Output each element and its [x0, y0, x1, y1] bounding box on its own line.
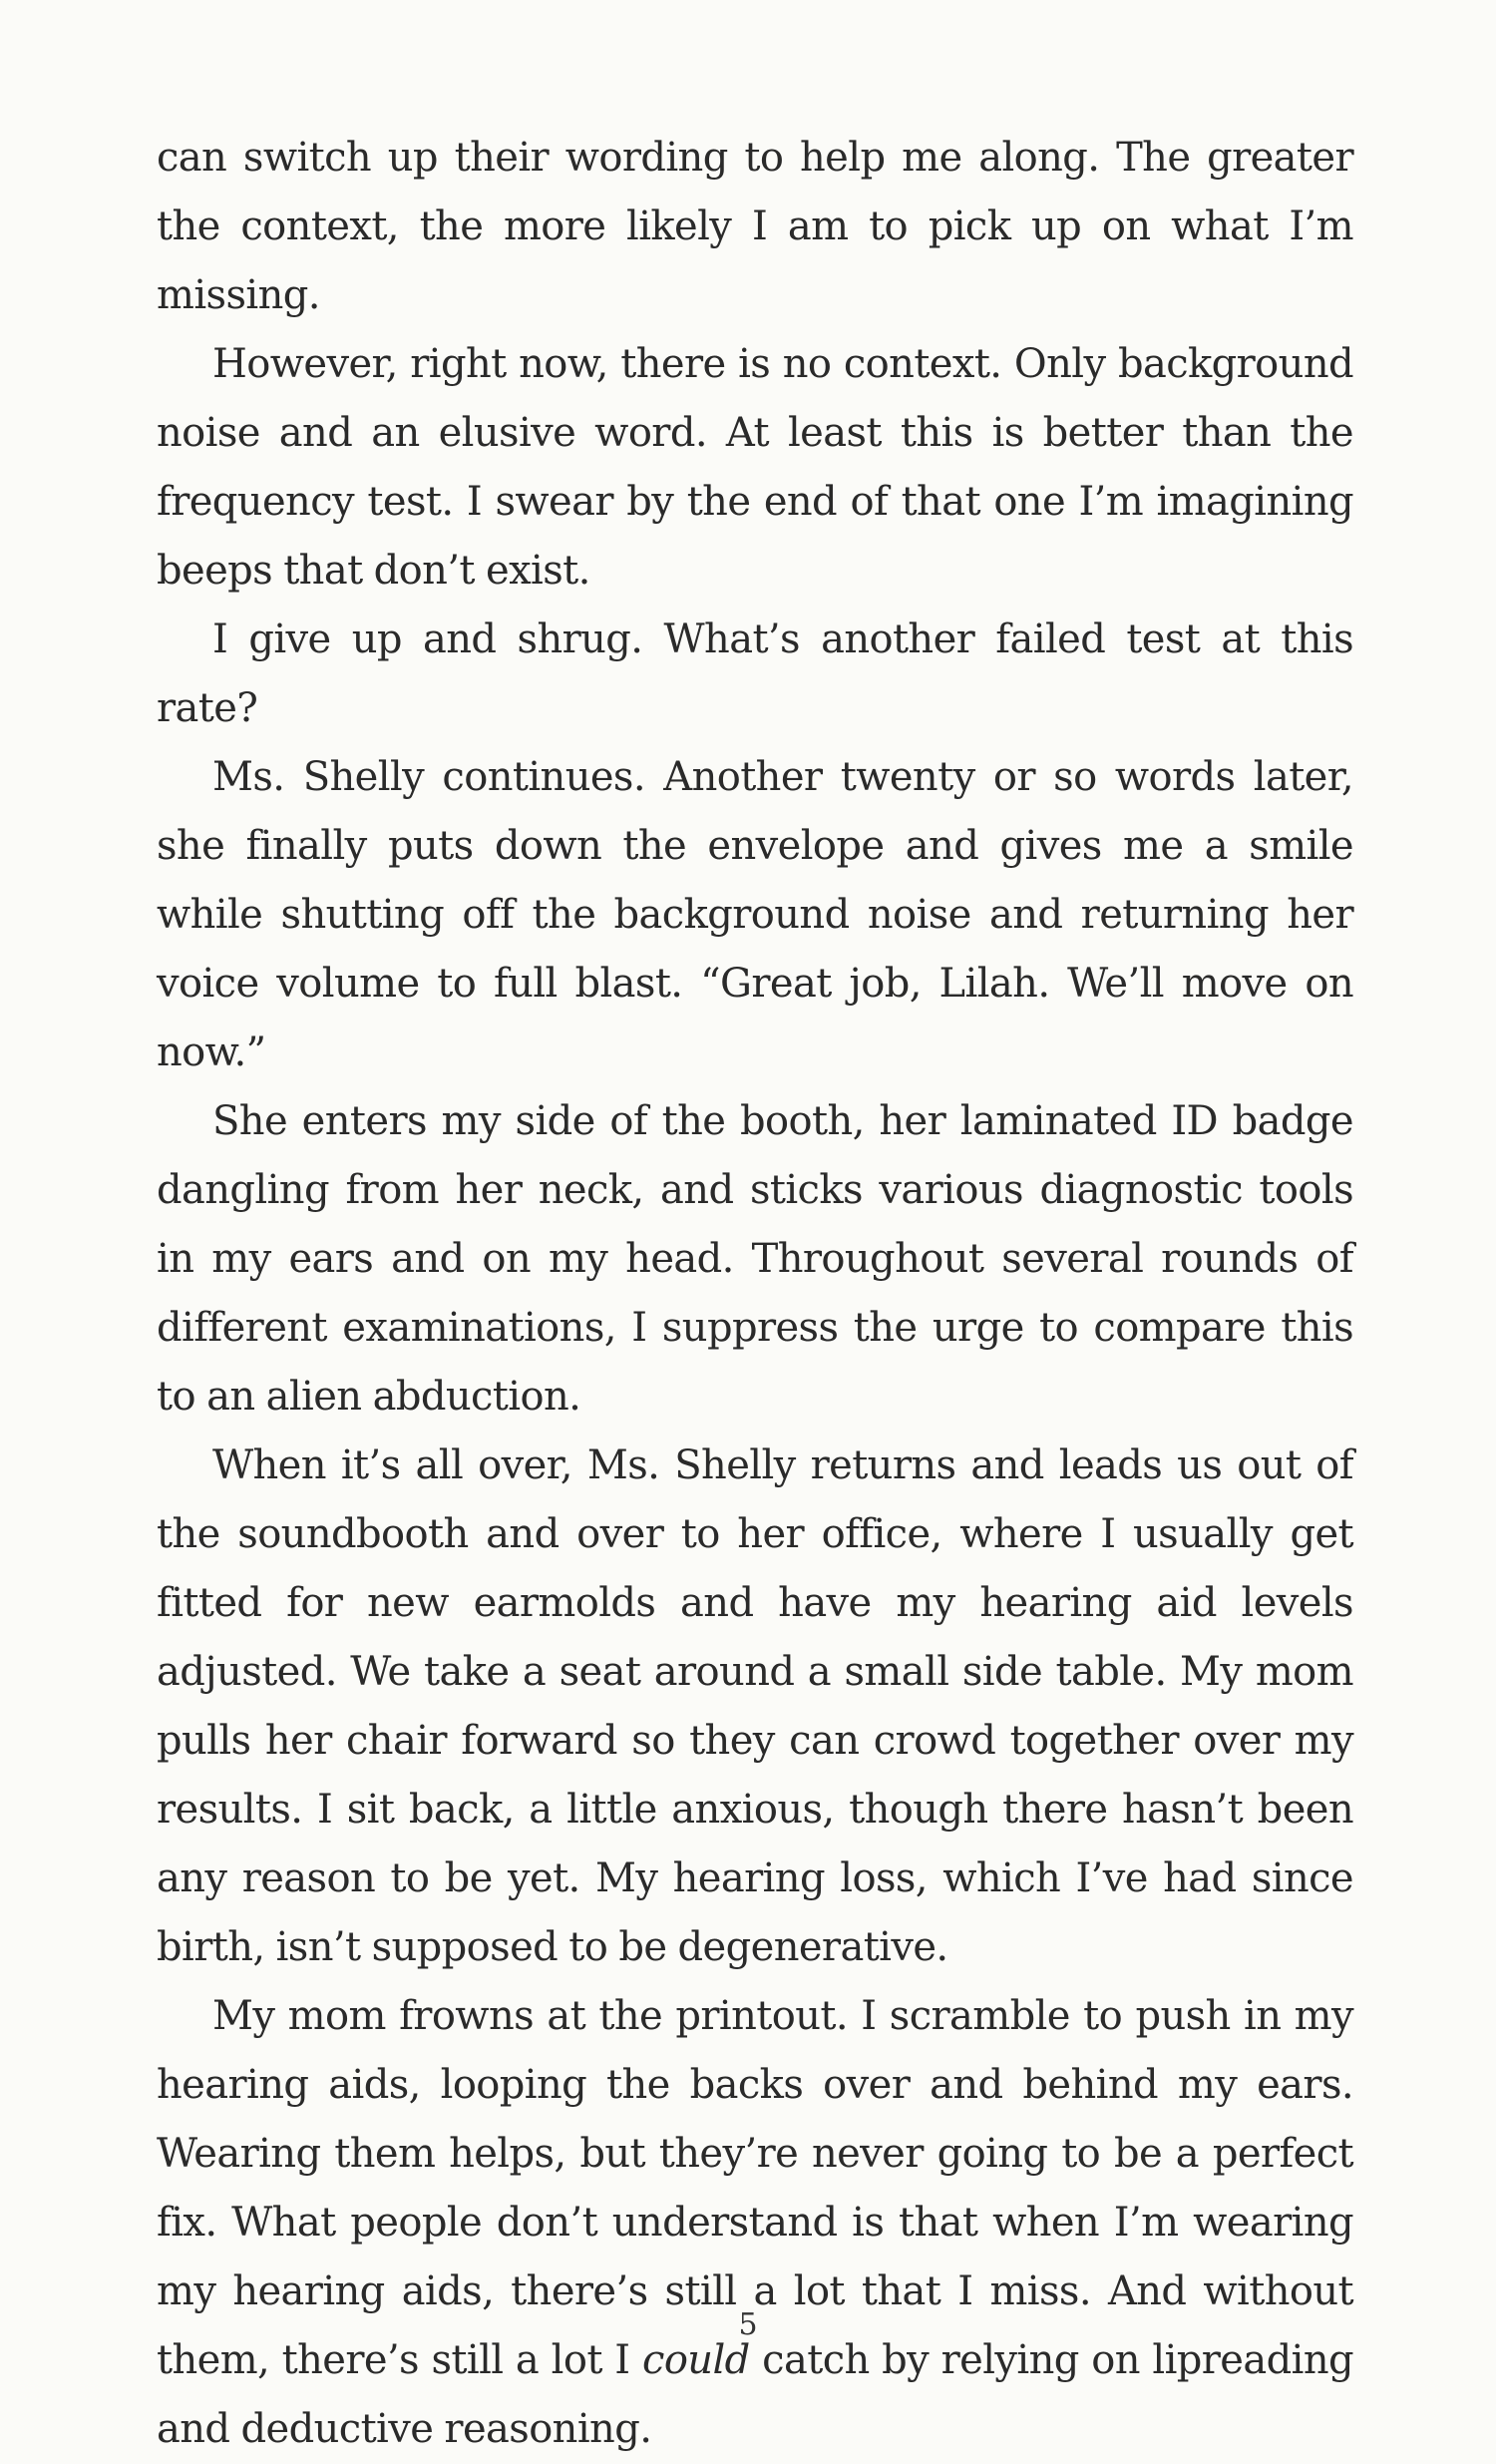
paragraph-2: However, right now, there is no context. Only background noise and an elusive word. At least this is better than the frequency test. I swear by the end of that one I’m imagining beeps that don’t exist.: [157, 341, 1353, 594]
paragraph-3: I give up and shrug. What’s another failed test at this rate?: [157, 616, 1353, 731]
paragraph-7-end: catch by relying on lipreading and deductive reasoning.: [157, 2337, 1353, 2452]
paragraph-6: When it’s all over, Ms. Shelly returns and leads us out of the soundbooth and over to her office, where I usually get fitted for new earmolds and have my hearing aid levels adjusted. We take a seat around a small side table. My mom pulls her chair forward so they can crowd together over my results. I sit back, a little anxious, though there hasn’t been any reason to be yet. My hearing loss, which I’ve had since birth, isn’t supposed to be degenerative.: [157, 1442, 1353, 1970]
paragraph-5: She enters my side of the booth, her laminated ID badge dangling from her neck, and sticks various diagnostic tools in my ears and on my head. Throughout several rounds of different examinations, I suppress the urge to compare this to an alien abduction.: [157, 1098, 1353, 1420]
page-number: 5: [738, 2307, 758, 2342]
body-text: [157, 124, 1353, 2464]
italic-word: could: [642, 2337, 750, 2383]
paragraph-7: [157, 1982, 1353, 2464]
paragraph-1: can switch up their wording to help me along. The greater the context, the more likely I am to pick up on what I’m missing.: [157, 135, 1353, 318]
paragraph-7-start: My mom frowns at the printout. I scramble to push in my hearing aids, looping the backs over and behind my ears. Wearing them helps, but they’re never going to be a perfect fix. What people don’t understand is that when I’m wearing my hearing aids, there’s still a lot that I miss. And without them, there’s still a lot I: [157, 1993, 1353, 2383]
paragraph-4: Ms. Shelly continues. Another twenty or so words later, she finally puts down the envelope and gives me a smile while shutting off the background noise and returning her voice volume to full blast. “Great job, Lilah. We’ll move on now.”: [157, 754, 1353, 1075]
